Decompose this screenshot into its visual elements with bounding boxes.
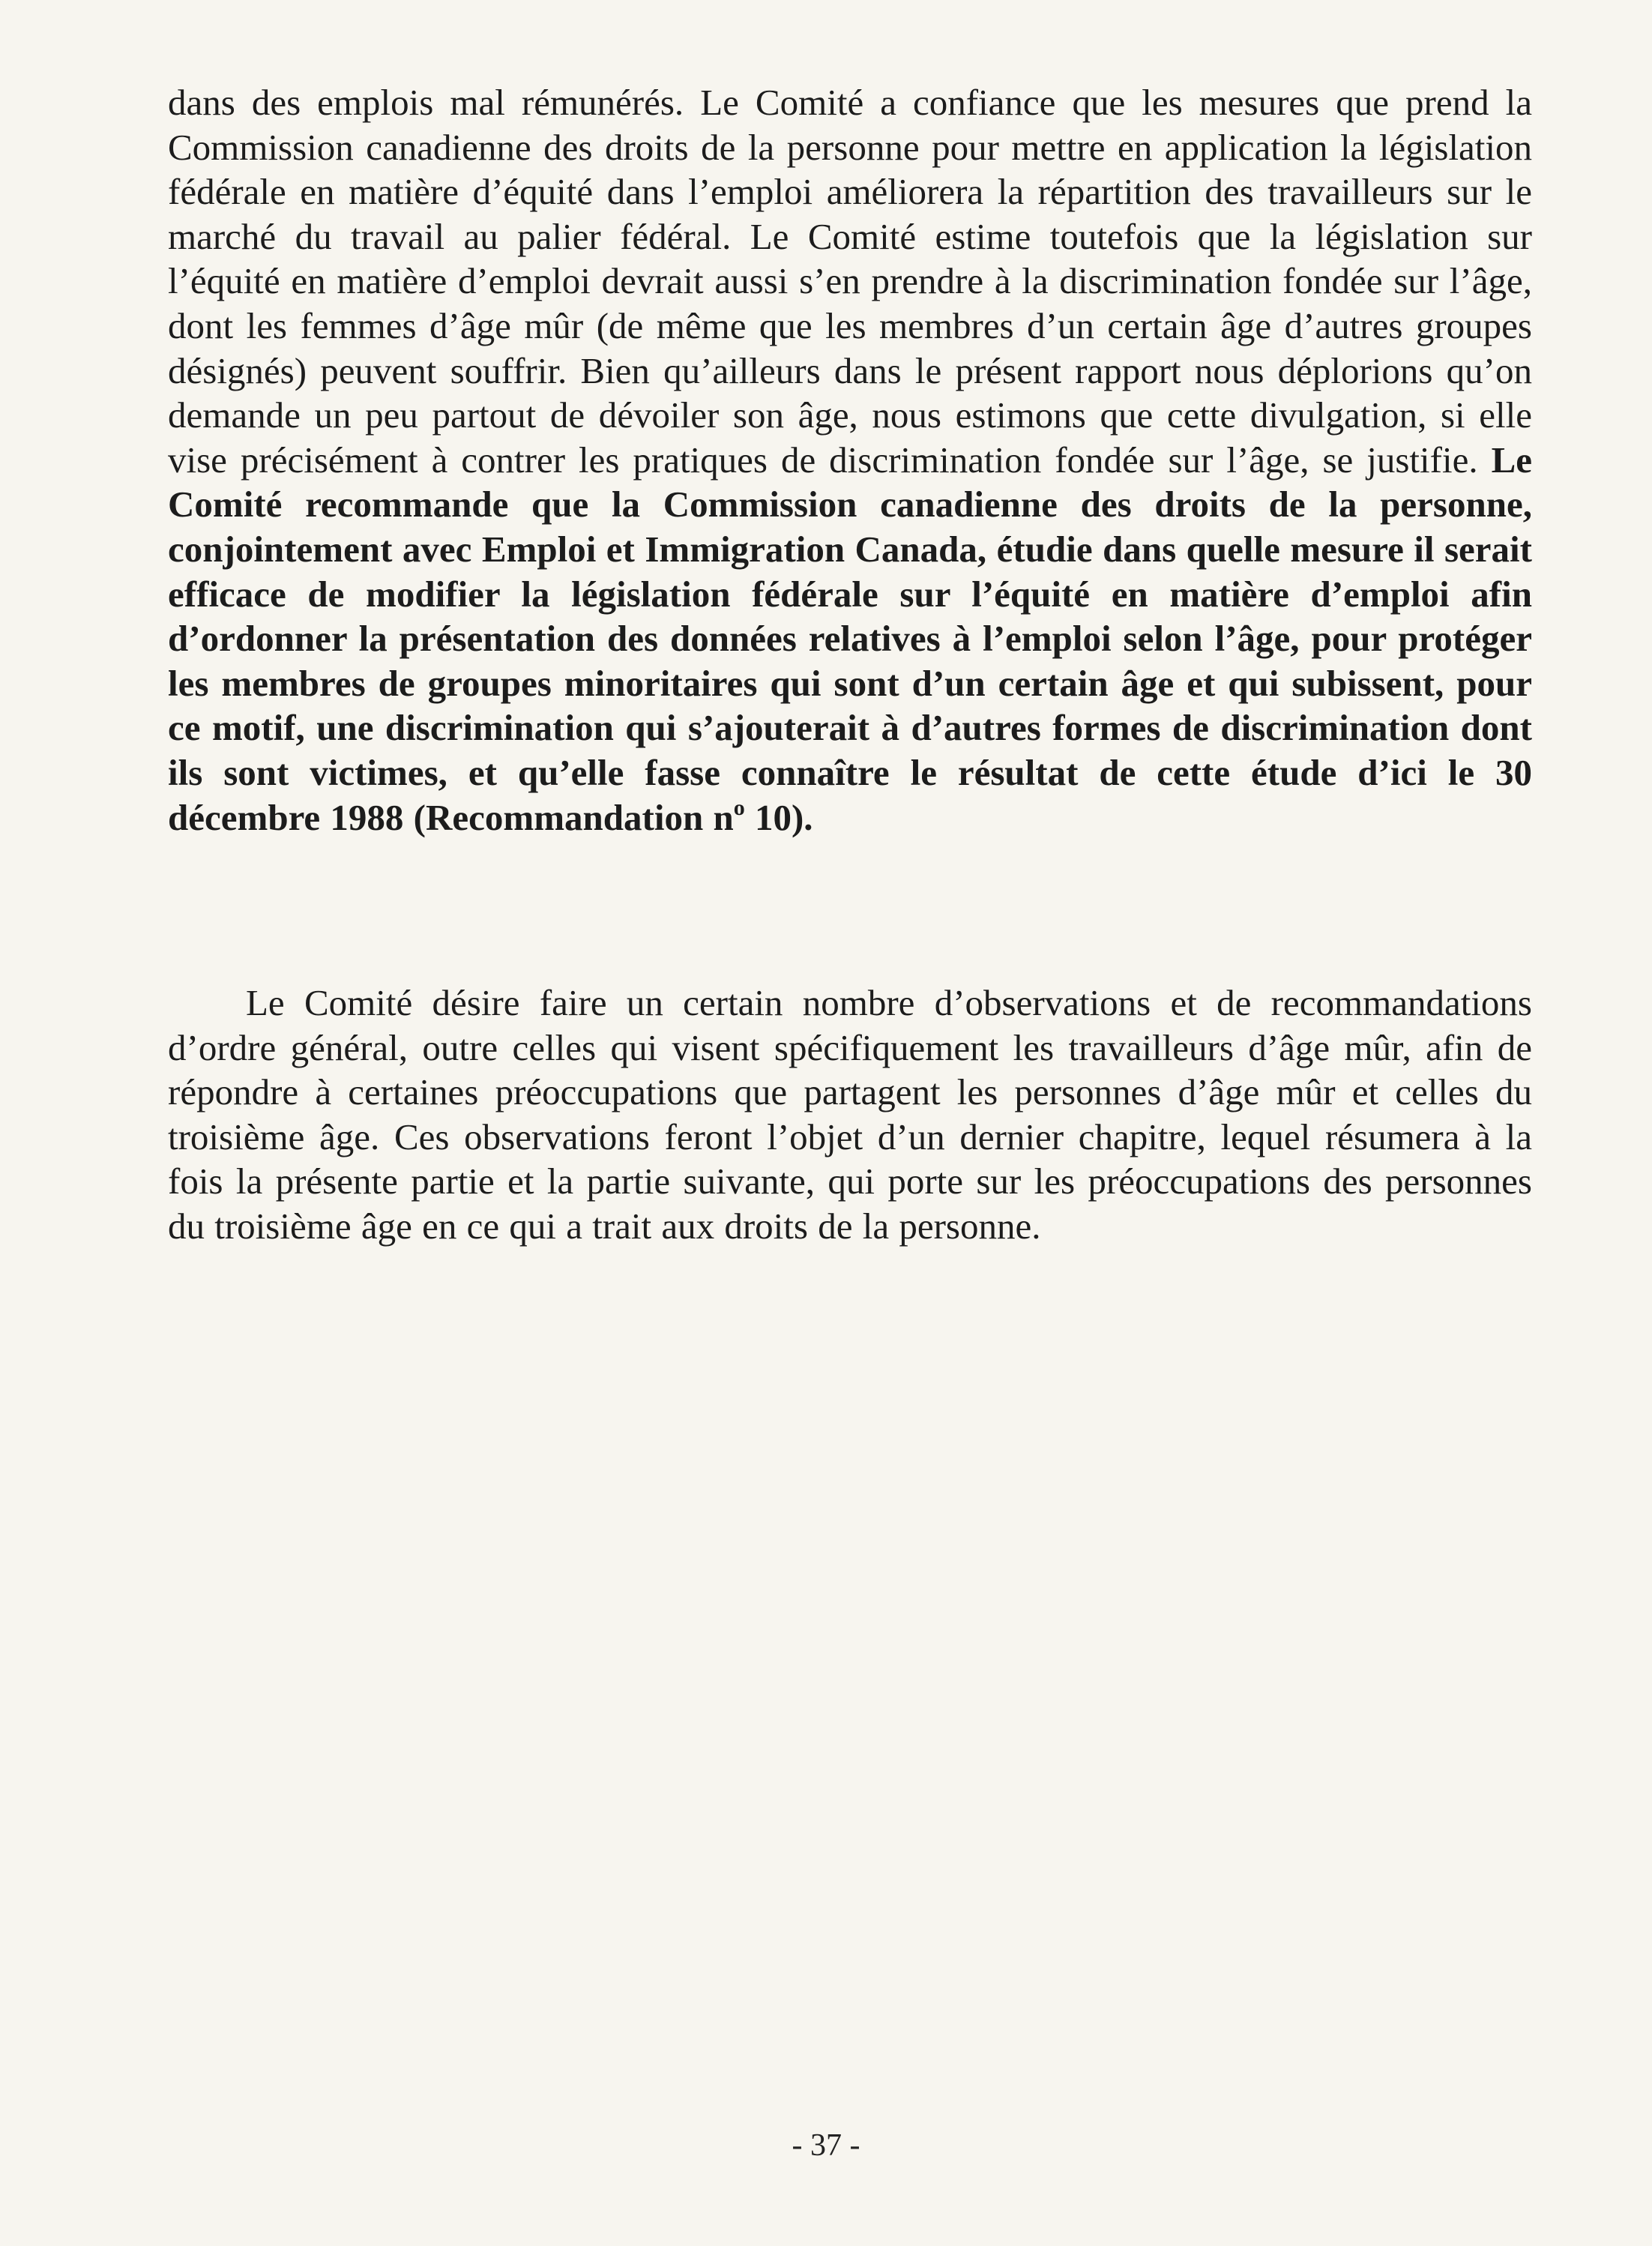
recommendation-number: 10). xyxy=(744,796,813,838)
paragraph-recommendation-context xyxy=(168,80,1532,840)
paragraph-intro-text: dans des emplois mal rémunérés. Le Comité a confiance que les mesures que prend la Commission canadienne des droits de la personne pour mettre en application la législation fédérale en matière d’équité dans l’emploi améliorera la répartition des travailleurs sur le marché du travail au palier fédéral. Le Comité estime toutefois que la législation sur l’équité en matière d’emploi devrait aussi s’en prendre à la discrimination fondée sur l’âge, dont les femmes d’âge mûr (de même que les membres d’un certain âge d’autres groupes désignés) peuvent souffrir. Bien qu’ailleurs dans le présent rapport nous déplorions qu’on demande un peu partout de dévoiler son âge, nous estimons que cette divulgation, si elle vise précisément à contrer les pratiques de discrimination fondée sur l’âge, se justifie. xyxy=(168,82,1532,481)
recommendation-body: Le Comité recommande que la Commission canadienne des droits de la personne, conjointement avec Emploi et Immigration Canada, étudie dans quelle mesure il serait efficace de modifier la législation fédérale sur l’équité en matière d’emploi afin d’ordonner la présentation des données relatives à l’emploi selon l’âge, pour protéger les membres de groupes minoritaires qui sont d’un certain âge et qui subissent, pour ce motif, une discrimination qui s’ajouterait à d’autres formes de discrimination dont ils sont victimes, et qu’elle fasse connaître le résultat de cette étude d’ici le 30 décembre 1988 (Recommandation n xyxy=(168,439,1532,838)
recommendation-text xyxy=(168,439,1532,838)
recommendation-number-superscript: o xyxy=(733,795,745,820)
page-number: - 37 - xyxy=(792,2128,860,2163)
paragraph-general-observations xyxy=(168,981,1532,1249)
paragraph-2-text: Le Comité désire faire un certain nombre d’observations et de recommandations d’ordre général, outre celles qui visent spécifiquement les travailleurs d’âge mûr, afin de répondre à certaines préoccupations que partagent les personnes d’âge mûr et celles du troisième âge. Ces observations feront l’objet d’un dernier chapitre, lequel résumera à la fois la présente partie et la partie suivante, qui porte sur les préoccupations des personnes du troisième âge en ce qui a trait aux droits de la personne. xyxy=(168,982,1532,1247)
